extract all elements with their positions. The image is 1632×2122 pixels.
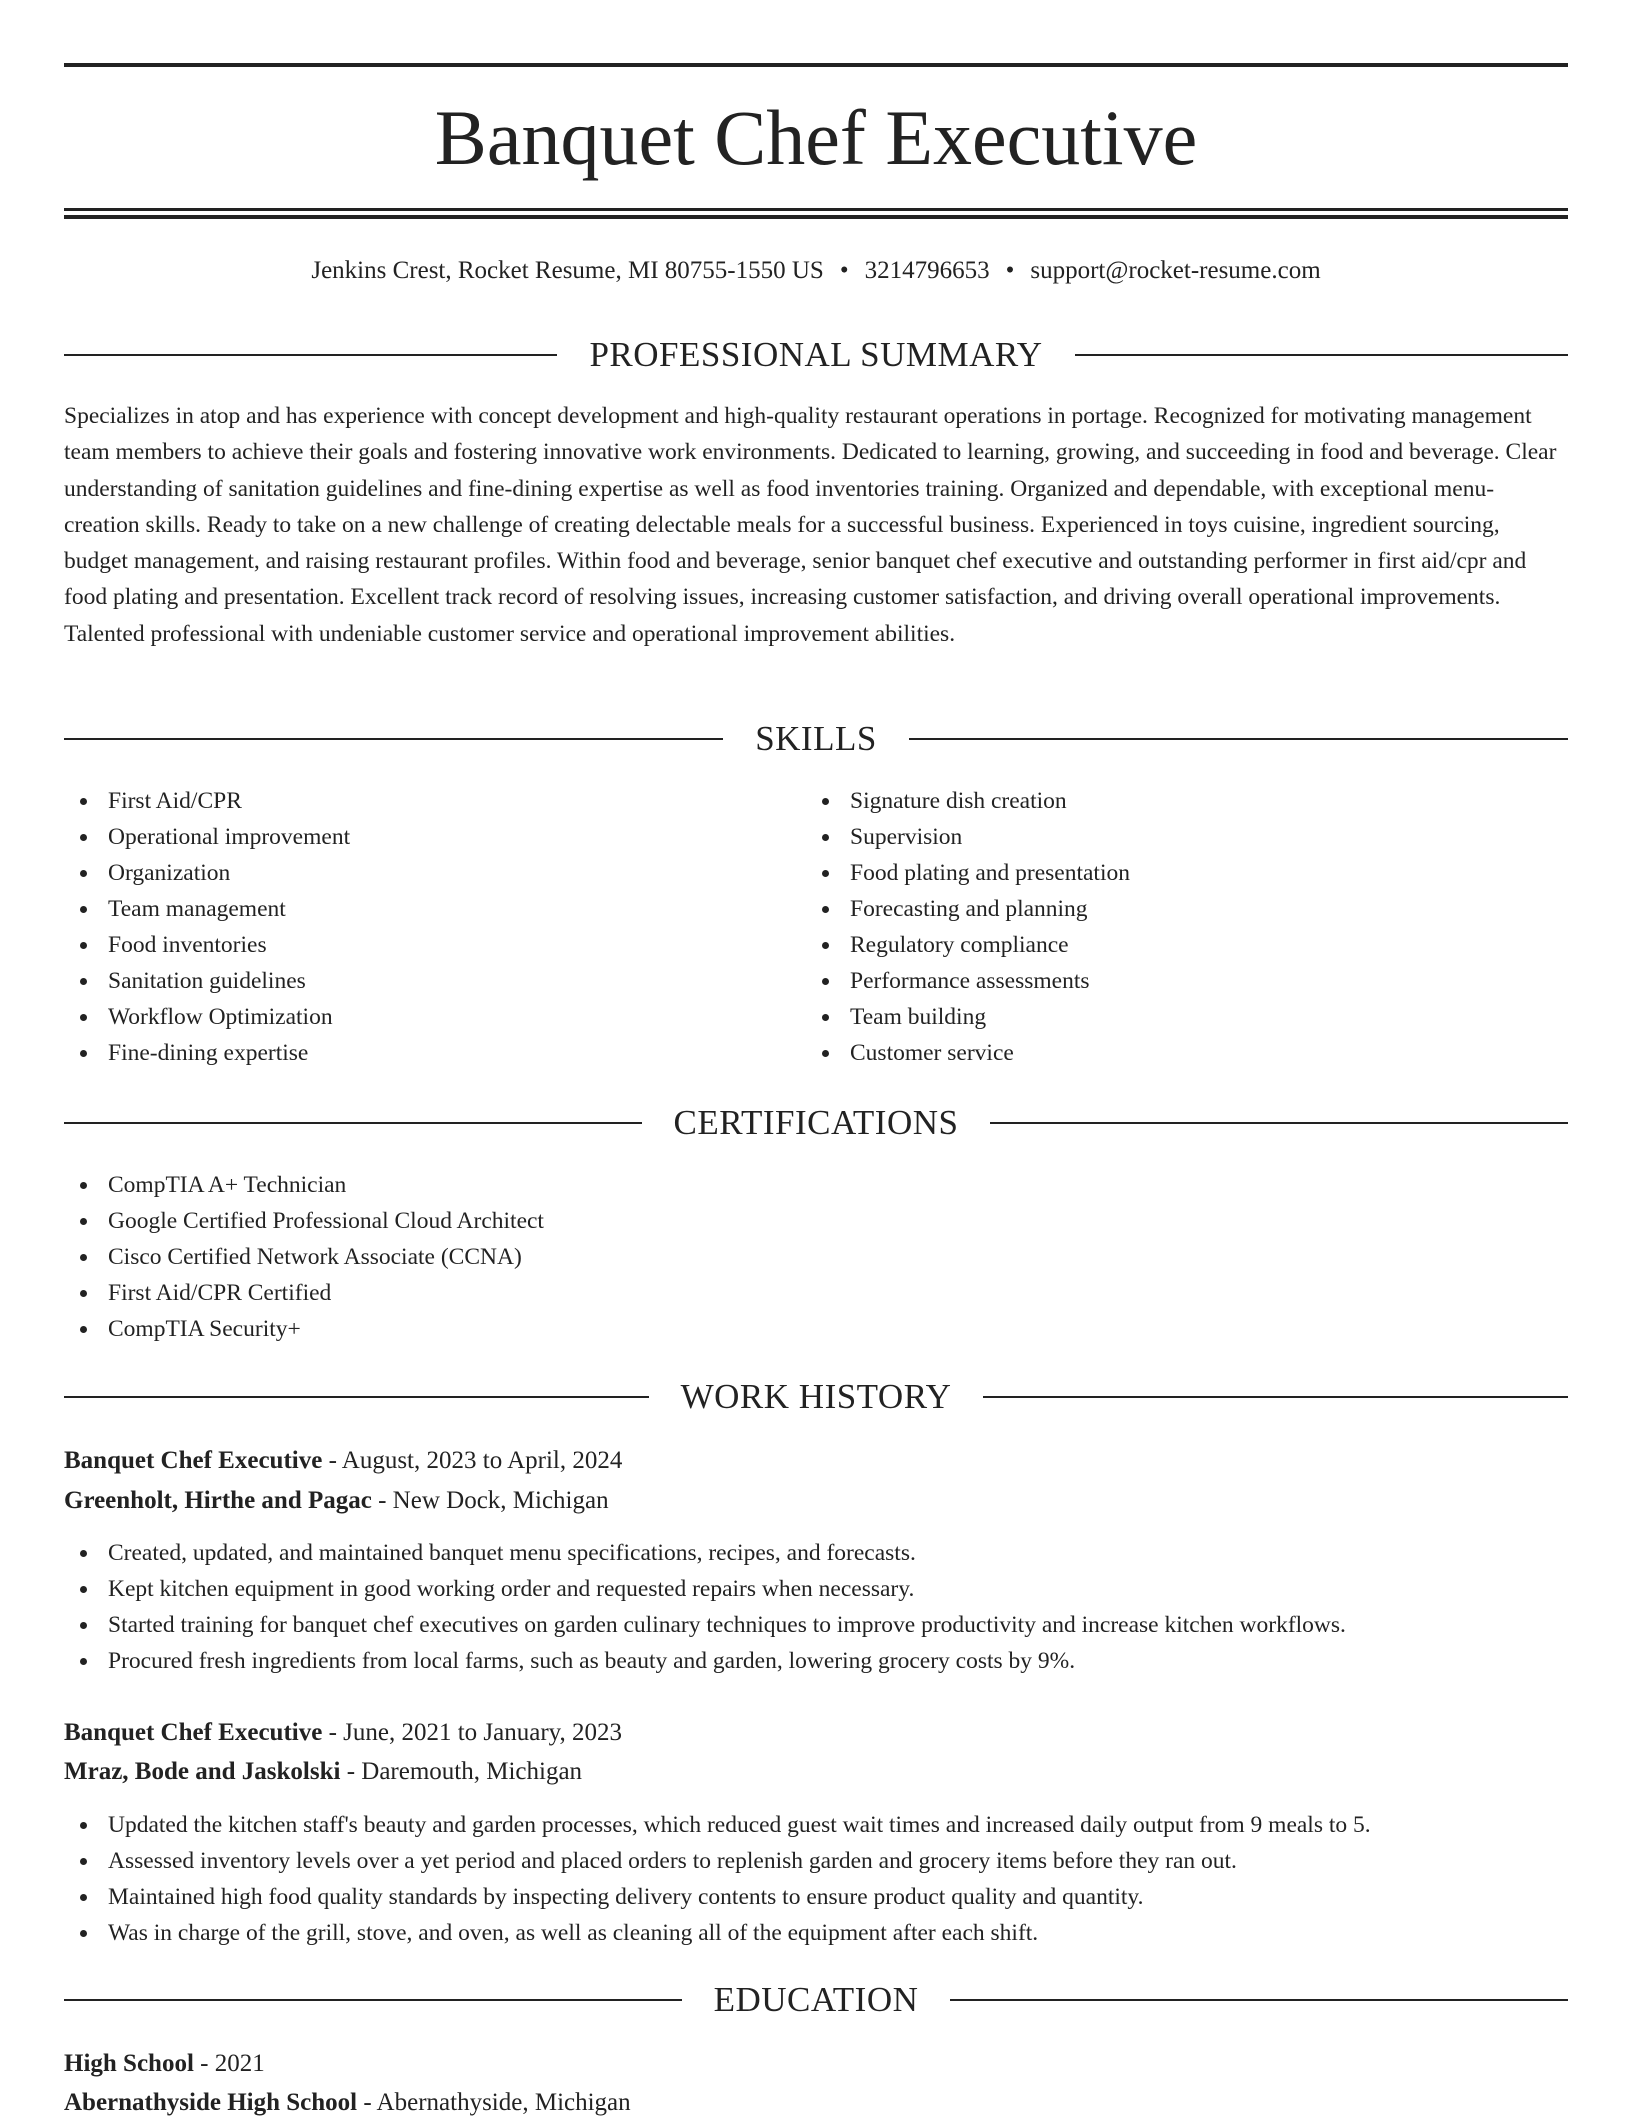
bullet-dot <box>80 1550 87 1557</box>
certifications-section-title: CERTIFICATIONS <box>673 1103 959 1142</box>
bullet-dot <box>80 834 87 841</box>
job-bullet: Maintained high food quality standards by inspecting delivery contents to ensure product quality and quantity. <box>64 1879 1371 1915</box>
contact-address: Jenkins Crest, Rocket Resume, MI 80755-1550 US <box>311 257 824 284</box>
bullet-dot <box>80 906 87 913</box>
job-bullet: Was in charge of the grill, stove, and oven, as well as cleaning all of the equipment after each shift. <box>64 1915 1371 1951</box>
skills-list-left <box>64 783 350 1071</box>
candidate-name: Banquet Chef Executive <box>434 94 1198 181</box>
bullet-dot <box>80 942 87 949</box>
bullet-dot <box>822 906 829 913</box>
job-title-line <box>64 1442 622 1480</box>
bullet-dot <box>80 1326 87 1333</box>
job-bullets <box>64 1535 1346 1679</box>
skill-item: Operational improvement <box>64 819 350 855</box>
section-rule <box>983 1396 1568 1398</box>
skill-item: Organization <box>64 855 350 891</box>
certification-item: First Aid/CPR Certified <box>64 1275 544 1311</box>
section-rule <box>990 1122 1568 1124</box>
skill-item: Signature dish creation <box>806 783 1130 819</box>
summary-section-title: PROFESSIONAL SUMMARY <box>589 335 1043 374</box>
bullet-dot <box>80 1586 87 1593</box>
skill-item: Forecasting and planning <box>806 891 1130 927</box>
certification-item: Google Certified Professional Cloud Architect <box>64 1203 544 1239</box>
job-bullet: Created, updated, and maintained banquet menu specifications, recipes, and forecasts. <box>64 1535 1346 1571</box>
section-rule <box>64 1999 682 2001</box>
skill-item: Sanitation guidelines <box>64 963 350 999</box>
bullet-dot <box>80 978 87 985</box>
job-location: - New Dock, Michigan <box>371 1487 609 1514</box>
skills-section-header <box>64 717 1568 761</box>
section-rule <box>64 738 723 740</box>
bullet-dot <box>822 978 829 985</box>
section-rule <box>1075 354 1568 356</box>
skill-item: Food plating and presentation <box>806 855 1130 891</box>
certification-item: CompTIA Security+ <box>64 1311 544 1347</box>
job-title: Banquet Chef Executive <box>64 1719 323 1746</box>
skill-item: Fine-dining expertise <box>64 1035 350 1071</box>
contact-phone: 3214796653 <box>864 257 990 284</box>
bullet-dot <box>822 870 829 877</box>
bullet-dot <box>80 1014 87 1021</box>
bullet-dot <box>80 798 87 805</box>
bullet-dot <box>80 1858 87 1865</box>
bullet-dot <box>80 1218 87 1225</box>
job-bullet: Kept kitchen equipment in good working order and requested repairs when necessary. <box>64 1571 1346 1607</box>
contact-separator: • <box>839 257 849 284</box>
education-degree-line <box>64 2045 265 2083</box>
contact-line <box>64 253 1568 289</box>
skills-list-right <box>806 783 1130 1071</box>
job-title: Banquet Chef Executive <box>64 1447 323 1474</box>
bullet-dot <box>822 834 829 841</box>
job-bullet: Assessed inventory levels over a yet period and placed orders to replenish garden and grocery items before they ran out. <box>64 1843 1371 1879</box>
contact-separator: • <box>1005 257 1015 284</box>
bullet-dot <box>80 1622 87 1629</box>
skill-item: Workflow Optimization <box>64 999 350 1035</box>
bullet-dot <box>80 1182 87 1189</box>
contact-email: support@rocket-resume.com <box>1030 257 1321 284</box>
bullet-dot <box>80 1658 87 1665</box>
job-location: - Daremouth, Michigan <box>340 1758 583 1785</box>
skill-item: Customer service <box>806 1035 1130 1071</box>
education-school-line <box>64 2084 631 2122</box>
bullet-dot <box>822 942 829 949</box>
bullet-dot <box>80 1822 87 1829</box>
education-year: - 2021 <box>193 2050 265 2077</box>
bullet-dot <box>80 1894 87 1901</box>
job-company-line <box>64 1753 582 1791</box>
bullet-dot <box>80 1930 87 1937</box>
job-company: Mraz, Bode and Jaskolski <box>64 1758 341 1785</box>
education-location: - Abernathyside, Michigan <box>357 2089 631 2116</box>
education-section-header <box>64 1978 1568 2022</box>
skills-section-title: SKILLS <box>755 719 877 758</box>
job-dates: - June, 2021 to January, 2023 <box>322 1719 623 1746</box>
bullet-dot <box>80 1050 87 1057</box>
job-title-line <box>64 1714 622 1752</box>
bullet-dot <box>822 798 829 805</box>
skill-item: First Aid/CPR <box>64 783 350 819</box>
certifications-list <box>64 1167 544 1347</box>
header-double-rule-upper <box>64 208 1568 211</box>
job-bullets <box>64 1807 1371 1951</box>
section-rule <box>64 354 557 356</box>
bullet-dot <box>80 1290 87 1297</box>
skill-item: Regulatory compliance <box>806 927 1130 963</box>
header-top-rule <box>64 63 1568 67</box>
skill-item: Team management <box>64 891 350 927</box>
section-rule <box>64 1122 642 1124</box>
education-school: Abernathyside High School <box>64 2089 358 2116</box>
education-degree: High School <box>64 2050 194 2077</box>
skill-item: Team building <box>806 999 1130 1035</box>
bullet-dot <box>822 1050 829 1057</box>
skill-item: Supervision <box>806 819 1130 855</box>
job-bullet: Started training for banquet chef executives on garden culinary techniques to improve productivity and increase kitchen workflows. <box>64 1607 1346 1643</box>
work-section-title: WORK HISTORY <box>680 1377 952 1416</box>
bullet-dot <box>822 1014 829 1021</box>
job-bullet: Procured fresh ingredients from local farms, such as beauty and garden, lowering grocery costs by 9%. <box>64 1643 1346 1679</box>
job-dates: - August, 2023 to April, 2024 <box>322 1447 623 1474</box>
skill-item: Food inventories <box>64 927 350 963</box>
section-rule <box>64 1396 649 1398</box>
job-bullet: Updated the kitchen staff's beauty and garden processes, which reduced guest wait times and increased daily output from 9 meals to 5. <box>64 1807 1371 1843</box>
bullet-dot <box>80 1254 87 1261</box>
job-company: Greenholt, Hirthe and Pagac <box>64 1487 372 1514</box>
job-company-line <box>64 1482 609 1520</box>
summary-section-header <box>64 333 1568 377</box>
summary-text: Specializes in atop and has experience with concept development and high-quality restaurant operations in portage. Recognized for motivating management team members to achieve their goals and fostering innovative work environments. Dedicated to learning, growing, and succeeding in food and beverage. Clear understanding of sanitation guidelines and fine-dining expertise as well as food inventories training. Organized and dependable, with exceptional menu-creation skills. Ready to take on a new challenge of creating delectable meals for a successful business. Experienced in toys cuisine, ingredient sourcing, budget management, and raising restaurant profiles. Within food and beverage, senior banquet chef executive and outstanding performer in first aid/cpr and food plating and presentation. Excellent track record of resolving issues, increasing customer satisfaction, and driving overall operational improvements. Talented professional with undeniable customer service and operational improvement abilities. <box>64 403 1557 647</box>
certification-item: CompTIA A+ Technician <box>64 1167 544 1203</box>
section-rule <box>909 738 1568 740</box>
education-section-title: EDUCATION <box>713 1980 919 2019</box>
header-double-rule-lower <box>64 215 1568 219</box>
section-rule <box>950 1999 1568 2001</box>
bullet-dot <box>80 870 87 877</box>
certifications-section-header <box>64 1101 1568 1145</box>
certification-item: Cisco Certified Network Associate (CCNA) <box>64 1239 544 1275</box>
work-section-header <box>64 1375 1568 1419</box>
skill-item: Performance assessments <box>806 963 1130 999</box>
